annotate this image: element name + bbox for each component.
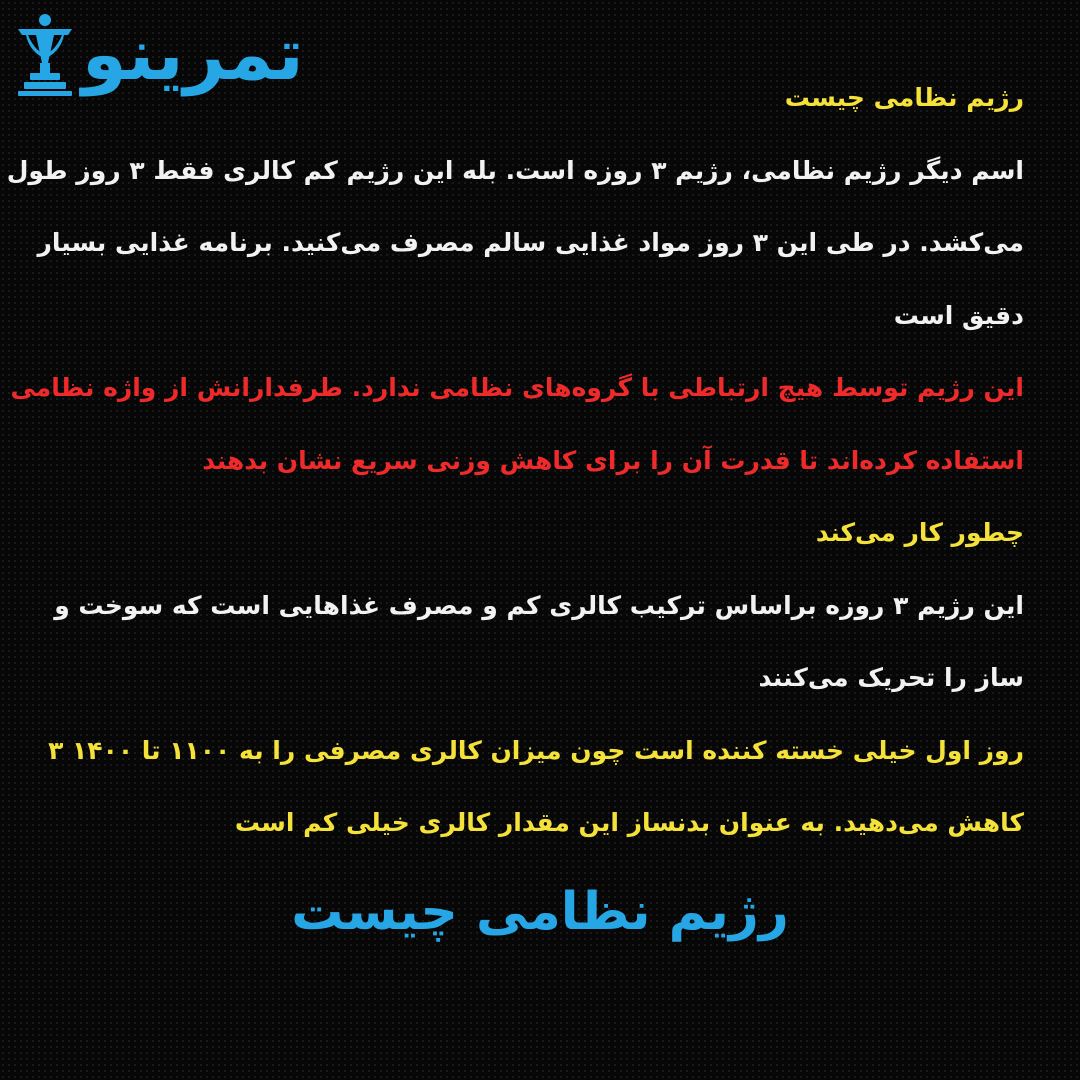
paragraph-line: اسم دیگر رژیم نظامی، رژیم ۳ روزه است. بله این رژیم کم کالری فقط ۳ روز طول (6, 155, 1024, 185)
paragraph-line: ساز را تحریک می‌کنند (758, 663, 1024, 692)
highlight-line: روز اول خیلی خسته کننده است چون میزان کالری مصرفی را به ۱۱۰۰ تا ۱۴۰۰ ۳ (48, 735, 1024, 765)
section-heading: رژیم نظامی چیست (784, 83, 1024, 112)
highlight-line: استفاده کرده‌اند تا قدرت آن را برای کاهش وزنی سریع نشان بدهند (202, 445, 1024, 475)
section-heading: چطور کار می‌کند (815, 518, 1024, 547)
article-content (6, 62, 1024, 860)
paragraph-line: دقیق است (893, 300, 1024, 330)
paragraph-line: این رژیم ۳ روزه براساس ترکیب کالری کم و مصرف غذاهایی است که سوخت و (54, 590, 1024, 620)
highlight-line: این رژیم توسط هیچ ارتباطی با گروه‌های نظامی ندارد. طرفدارانش از واژه نظامی (10, 373, 1024, 402)
paragraph-line: می‌کشد. در طی این ۳ روز مواد غذایی سالم مصرف می‌کنید. برنامه غذایی بسیار (37, 228, 1024, 257)
logo-text: تمرینو (82, 12, 304, 96)
footer-title: رژیم نظامی چیست (291, 882, 789, 942)
highlight-line: کاهش می‌دهید. به عنوان بدنساز این مقدار کالری خیلی کم است (234, 808, 1024, 837)
